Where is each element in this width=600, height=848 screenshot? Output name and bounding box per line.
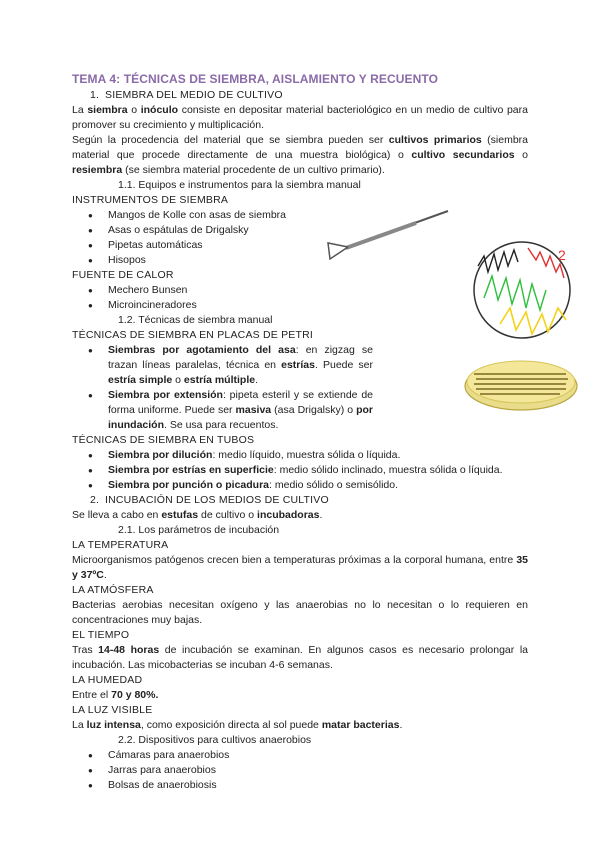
subsection-1-1-heading: 1.1. Equipos e instrumentos para la siembra manual (118, 179, 361, 191)
tiempo-heading: EL TIEMPO (72, 629, 130, 641)
page-title: TEMA 4: TÉCNICAS DE SIEMBRA, AISLAMIENTO Y RECUENTO (72, 72, 439, 86)
list-item: ● Siembra por punción o picadura: medio sólido o semisólido. (72, 478, 528, 493)
list-item: ● Siembra por extensión: pipeta esteril y se extiende de forma uniforme. Puede ser masiva (asa Drigalsky) o por inundación. Se usa para recuentos. (72, 388, 373, 433)
instrumentos-heading: INSTRUMENTOS DE SIEMBRA (72, 194, 229, 206)
temperatura-heading: LA TEMPERATURA (72, 539, 169, 551)
paragraph-cultivos: Según la procedencia del material que se siembra pueden ser cultivos primarios (siembra material que procede directamente de una muestra biológica) o cultivo secundarios o resiembra (se siembra material procedente de un cultivo primario). (72, 134, 529, 176)
section-2-heading: 2. INCUBACIÓN DE LOS MEDIOS DE CULTIVO (90, 494, 329, 506)
fuente-list (72, 283, 528, 313)
list-item: ● Jarras para anaerobios (72, 763, 528, 778)
list-item: ● Pipetas automáticas (72, 238, 528, 253)
list-item: ● Asas o espátulas de Drigalsky (72, 223, 528, 238)
luz-text: La luz intensa, como exposición directa al sol puede matar bacterias. (72, 719, 403, 731)
placas-list (72, 343, 528, 433)
section-1-heading: 1. SIEMBRA DEL MEDIO DE CULTIVO (90, 89, 283, 101)
tubos-heading: TÉCNICAS DE SIEMBRA EN TUBOS (72, 434, 255, 446)
figure-label: 2 (558, 247, 566, 263)
list-item: ● Bolsas de anaerobiosis (72, 778, 528, 793)
temperatura-text: Microorganismos patógenos crecen bien a temperaturas próximas a la corporal humana, entre 35 y 37ºC. (72, 554, 528, 581)
placas-heading: TÉCNICAS DE SIEMBRA EN PLACAS DE PETRI (72, 329, 313, 341)
paragraph-siembra-definition: La siembra o inóculo consiste en depositar material bacteriológico en un medio de cultivo para promover su crecimiento y multiplicación. (72, 104, 528, 131)
list-item: ● Siembras por agotamiento del asa: en zigzag se trazan líneas paralelas, técnica en estrías. Puede ser estría simple o estría múltiple. (72, 343, 373, 388)
subsection-2-1-heading: 2.1. Los parámetros de incubación (118, 524, 280, 536)
document-page (72, 72, 528, 793)
humedad-heading: LA HUMEDAD (72, 674, 143, 686)
fuente-heading: FUENTE DE CALOR (72, 269, 174, 281)
list-item: ● Mechero Bunsen (72, 283, 528, 298)
list-item: ● Cámaras para anaerobios (72, 748, 528, 763)
subsection-1-2-heading: 1.2. Técnicas de siembra manual (118, 314, 273, 326)
atmosfera-heading: LA ATMÓSFERA (72, 584, 154, 596)
tiempo-text: Tras 14-48 horas de incubación se examinan. En algunos casos es necesario prolongar la incubación. Las micobacterias se incuban 4-6 semanas. (72, 644, 528, 671)
list-item: ● Hisopos (72, 253, 528, 268)
anaerobios-list (72, 748, 528, 793)
list-item: ● Siembra por dilución: medio líquido, muestra sólida o líquida. (72, 448, 528, 463)
subsection-2-2-heading: 2.2. Dispositivos para cultivos anaerobios (118, 734, 312, 746)
luz-heading: LA LUZ VISIBLE (72, 704, 153, 716)
tubos-list (72, 448, 528, 493)
list-item: ● Mangos de Kolle con asas de siembra (72, 208, 528, 223)
paragraph-incubacion: Se lleva a cabo en estufas de cultivo o incubadoras. (72, 509, 323, 521)
humedad-text: Entre el 70 y 80%. (72, 689, 159, 701)
list-item: ● Microincineradores (72, 298, 528, 313)
atmosfera-text: Bacterias aerobias necesitan oxígeno y las anaerobias no lo necesitan o lo requieren en concentraciones muy bajas. (72, 599, 528, 626)
list-item: ● Siembra por estrías en superficie: medio sólido inclinado, muestra sólida o líquida. (72, 463, 528, 478)
instrumentos-list (72, 208, 528, 268)
